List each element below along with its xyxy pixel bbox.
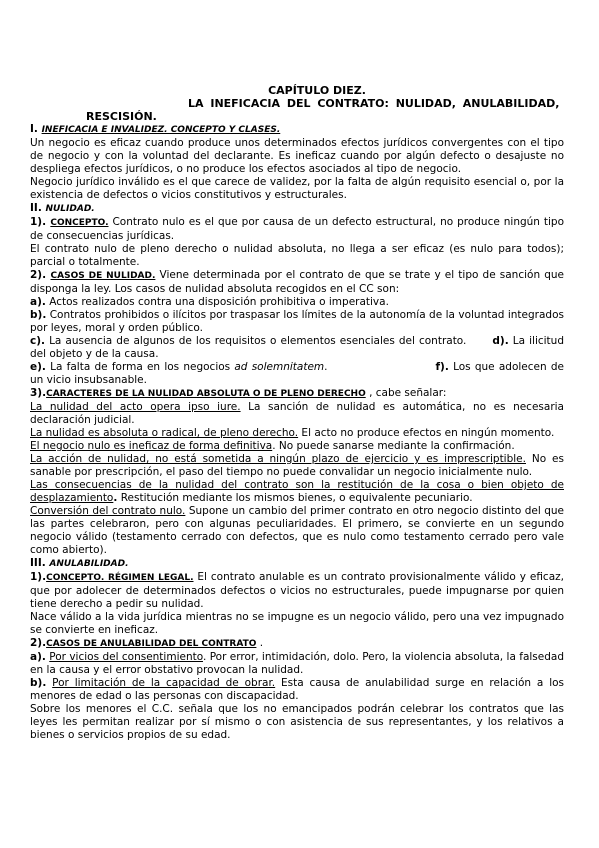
list-text: Actos realizados contra una disposición prohibitiva o imperativa.	[45, 296, 389, 308]
list-label: a).	[30, 651, 46, 663]
section-heading	[30, 557, 564, 571]
underlined-text: Las consecuencias de la nulidad del contrato son la restitución de la cosa o bien objeto de desplazamiento	[30, 479, 564, 504]
list-label: b).	[30, 309, 47, 321]
list-item	[30, 309, 564, 335]
list-text: La ilicitud del objeto y de la causa.	[30, 335, 564, 360]
chapter-subtitle: LA INEFICACIA DEL CONTRATO: NULIDAD, ANULABILIDAD,	[188, 97, 560, 110]
item-heading: CASOS DE NULIDAD.	[50, 271, 156, 281]
paragraph-text: Supone un cambio del primer contrato en otro negocio distinto del que las partes celebraron, pero con algunas peculiaridades. El primero, se convierte en un segundo negocio válido (testamento cerrado con defectos, que es nulo como testamento cerrado pero vale como abierto).	[30, 505, 564, 556]
list-label: f).	[435, 361, 449, 373]
paragraph: Negocio jurídico inválido es el que carece de validez, por la falta de algún requisito esencial o, por la existencia de defectos o vicios constitutivos y estructurales.	[30, 176, 564, 201]
list-label: d).	[492, 335, 509, 347]
item-heading: CONCEPTO. RÉGIMEN LEGAL.	[46, 573, 194, 583]
item-text: El contrato anulable es un contrato provisionalmente válido y eficaz, que por adolecer de determinados defectos o vicios no estructurales, puede impugnarse por quien tiene derecho a pedir su nulidad.	[30, 571, 564, 610]
chapter-subtitle-cont: RESCISIÓN.	[86, 110, 157, 123]
item-number: 2).	[30, 637, 47, 649]
paragraph: Nace válido a la vida jurídica mientras no se impugne es un negocio válido, pero una vez impugnado se convierte en ineficaz.	[30, 611, 564, 636]
section-heading	[30, 202, 564, 216]
item-text: Contrato nulo es el que por causa de un defecto estructural, no produce ningún tipo de consecuencias jurídicas.	[30, 216, 565, 242]
paragraph-text: El acto no produce efectos en ningún momento.	[298, 427, 555, 439]
list-text: Esta causa de anulabilidad surge en relación a los menores de edad o las personas con discapacidad.	[30, 677, 565, 702]
underlined-text: Por vicios del consentimiento	[49, 651, 203, 663]
paragraph: Un negocio es eficaz cuando produce unos determinados efectos jurídicos convergentes con el tipo de negocio y con la voluntad del declarante. Es ineficaz cuando por algún defecto o desajuste no despliega efectos jurídicos, o no produce los efectos asociados al tipo de negocio.	[30, 137, 564, 175]
section-title: NULIDAD.	[45, 204, 95, 214]
chapter-title: CAPÍTULO DIEZ.	[268, 84, 366, 97]
paragraph: Sobre los menores el C.C. señala que los no emancipados podrán celebrar los contratos que las leyes les permitan realizar por sí mismo o con asistencia de sus representantes, y los relativos a bienes o servicios propios de su edad.	[30, 703, 564, 741]
paragraph-text: Restitución mediante los mismos bienes, o equivalente pecuniario.	[117, 492, 473, 504]
paragraph-text: . No puede sanarse mediante la confirmación.	[272, 440, 515, 452]
list-text: . Por error, intimidación, dolo. Pero, la violencia absoluta, la falsedad en la causa y el error obstativo provocan la nulidad.	[30, 651, 565, 676]
item-text: Viene determinada por el contrato de que se trate y el tipo de sanción que disponga la ley. Los casos de nulidad absoluta recogidos en el CC son:	[30, 269, 564, 295]
underlined-text: La acción de nulidad, no está sometida a ningún plazo de ejercicio y es imprescriptible.	[30, 453, 526, 465]
list-item	[30, 677, 564, 703]
paragraph	[30, 479, 564, 505]
list-text: La falta de forma en los negocios	[45, 361, 235, 373]
list-text: Contratos prohibidos o ilícitos por traspasar los límites de la autonomía de la voluntad integrados por leyes, moral y orden público.	[30, 309, 564, 334]
paragraph-text: La sanción de nulidad es automática, no es necesaria declaración judicial.	[30, 401, 564, 426]
paragraph	[30, 401, 564, 427]
list-label: a).	[30, 296, 46, 308]
section-title: INEFICACIA E INVALIDEZ. CONCEPTO Y CLASES.	[41, 125, 281, 135]
paragraph	[30, 637, 564, 651]
section-number: II.	[30, 202, 46, 214]
underlined-text: Conversión del contrato nulo.	[30, 505, 186, 517]
list-label: c).	[30, 335, 46, 347]
list-text: La ausencia de algunos de los requisitos o elementos esenciales del contrato.	[45, 335, 467, 347]
section-title: ANULABILIDAD.	[49, 559, 129, 569]
section-number: I.	[30, 123, 42, 135]
underlined-text: El negocio nulo es ineficaz de forma definitiva	[30, 440, 273, 452]
underlined-text: La nulidad es absoluta o radical, de pleno derecho.	[30, 427, 299, 439]
paragraph-text: .	[113, 492, 118, 504]
paragraph	[30, 216, 564, 243]
item-number: 2).	[30, 269, 51, 281]
paragraph	[30, 440, 564, 453]
item-number: 1).	[30, 216, 51, 228]
list-item	[30, 361, 564, 387]
list-text: Los que adolecen de un vicio insubsanable.	[30, 361, 565, 386]
list-item	[30, 651, 564, 677]
paragraph: El contrato nulo de pleno derecho o nulidad absoluta, no llega a ser eficaz (es nulo para todos); parcial o totalmente.	[30, 243, 564, 268]
document-page	[30, 84, 564, 742]
item-heading: CARACTERES DE LA NULIDAD ABSOLUTA O DE PLENO DERECHO	[46, 389, 366, 399]
latin-term: ad solemnitatem	[234, 361, 325, 373]
item-number: 3).	[30, 387, 47, 399]
item-number: 1).	[30, 571, 47, 583]
list-item	[30, 296, 564, 309]
list-item	[30, 335, 564, 361]
section-number: III.	[30, 557, 50, 569]
section-heading	[30, 123, 564, 137]
paragraph	[30, 387, 564, 401]
paragraph-text: No es sanable por prescripción, el paso del tiempo no puede convalidar un negocio inicialmente nulo.	[30, 453, 564, 478]
item-heading: CONCEPTO.	[50, 218, 109, 228]
underlined-text: La nulidad del acto opera ipso iure.	[30, 401, 241, 413]
list-label: e).	[30, 361, 46, 373]
underlined-text: Por limitación de la capacidad de obrar.	[52, 677, 276, 689]
item-heading: CASOS DE ANULABILIDAD DEL CONTRATO	[46, 639, 257, 649]
paragraph	[30, 453, 564, 479]
item-text: .	[256, 637, 264, 649]
list-label: b).	[30, 677, 47, 689]
item-text: , cabe señalar:	[365, 387, 447, 399]
paragraph	[30, 269, 564, 296]
paragraph	[30, 427, 564, 440]
list-text: .	[324, 361, 328, 373]
paragraph	[30, 571, 564, 611]
paragraph	[30, 505, 564, 557]
